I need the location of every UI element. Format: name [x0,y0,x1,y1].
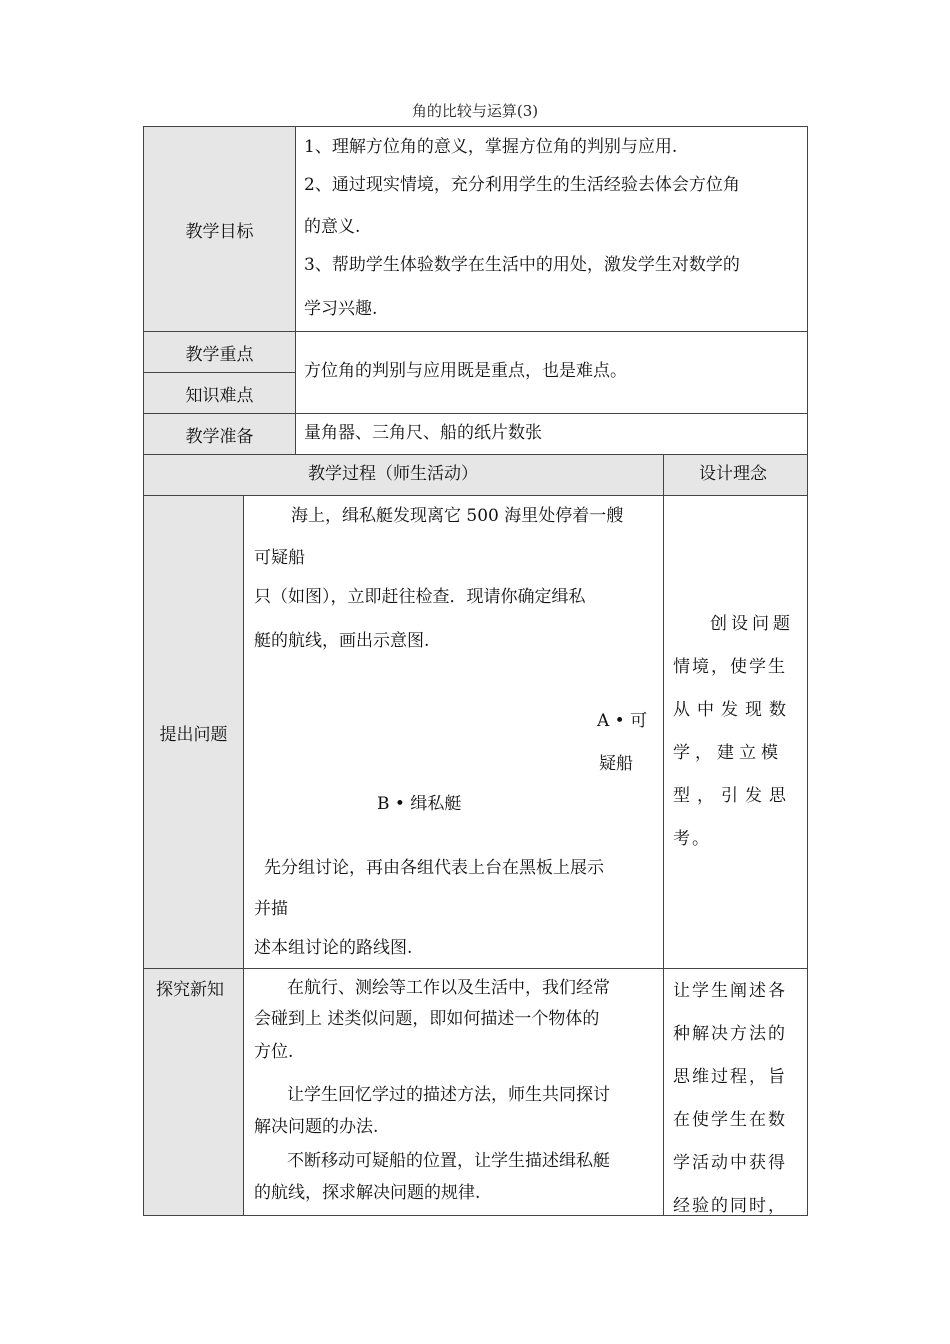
objective-line-3: 的意义. [304,217,361,237]
preparation-label: 教学准备 [185,426,254,447]
section1-label-cell [143,495,244,969]
objective-line-5: 学习兴趣. [304,299,378,319]
key-difficulty-text: 方位角的判别与应用既是重点，也是难点。 [304,361,627,381]
section2-line-6: 不断移动可疑船的位置，让学生描述缉私艇 [287,1151,610,1171]
section2-design-line-4: 在使学生在数 [673,1110,787,1130]
section1-design-line-6: 考。 [673,829,711,849]
objectives-label-cell [143,126,296,332]
section2-line-3: 方位. [254,1042,294,1062]
discuss-line-1: 先分组讨论，再由各组代表上台在黑板上展示 [264,858,604,878]
section2-line-1: 在航行、测绘等工作以及生活中，我们经常 [287,978,610,998]
section1-line-3: 只（如图），立即赶往检查．现请你确定缉私 [254,587,586,607]
objective-line-1: 1、理解方位角的意义，掌握方位角的判别与应用. [304,137,678,157]
objectives-label: 教学目标 [185,221,254,242]
section2-design-line-3: 思维过程，旨 [673,1067,787,1087]
section1-line-2: 可疑船 [254,548,305,568]
document-title: 角的比较与运算(3) [411,102,539,120]
process-header-left: 教学过程（师生活动） [308,464,478,484]
key-difficulty-content-cell [295,331,808,414]
section2-design-line-1: 让学生阐述各 [673,981,787,1001]
section2-design-line-5: 学活动中获得 [673,1153,787,1173]
section1-design-line-5: 型，引发思 [673,786,793,806]
section2-content-cell [243,968,664,1216]
objectives-content-cell [295,126,808,332]
point-a-label-2: 疑船 [599,754,633,774]
section1-design-line-1: 创设问题 [710,614,794,634]
section2-design-line-6: 经验的同时， [673,1196,787,1216]
difficulty-label-cell [143,372,296,414]
key-point-label: 教学重点 [185,344,254,365]
section1-line-4: 艇的航线，画出示意图. [254,631,430,651]
difficulty-label: 知识难点 [185,385,254,406]
discuss-line-2: 并描 [254,899,288,919]
key-point-label-cell [143,331,296,373]
discuss-line-3: 述本组讨论的路线图. [254,938,413,958]
process-header-right: 设计理念 [699,464,767,484]
section2-line-2: 会碰到上 述类似问题，即如何描述一个物体的 [254,1009,600,1029]
section2-label: 探究新知 [156,980,224,1000]
section1-design-line-4: 学，建立模 [673,743,783,763]
preparation-label-cell [143,413,296,455]
section1-label: 提出问题 [159,724,228,745]
section1-line-1: 海上，缉私艇发现离它 500 海里处停着一艘 [291,506,624,526]
section2-design-cell [663,968,808,1216]
section1-design-cell [663,495,808,969]
section2-design-line-2: 种解决方法的 [673,1024,787,1044]
objective-line-4: 3、帮助学生体验数学在生活中的用处，激发学生对数学的 [304,255,740,275]
section2-label-cell [143,968,244,1216]
section1-design-line-2: 情境，使学生 [673,657,787,677]
process-header-cell [143,454,664,496]
section2-line-7: 的航线，探求解决问题的规律. [254,1183,481,1203]
point-a-label-1: A • 可 [597,711,648,731]
section1-content-cell [243,495,664,969]
section2-line-5: 解决问题的办法. [254,1117,379,1137]
point-b-label: B • 缉私艇 [377,794,462,814]
preparation-text: 量角器、三角尺、船的纸片数张 [304,423,542,443]
section2-line-4: 让学生回忆学过的描述方法，师生共同探讨 [287,1085,610,1105]
design-header-cell [663,454,808,496]
section1-design-line-3: 从中发现数 [673,700,793,720]
objective-line-2: 2、通过现实情境，充分利用学生的生活经验去体会方位角 [304,175,740,195]
preparation-content-cell [295,413,808,455]
